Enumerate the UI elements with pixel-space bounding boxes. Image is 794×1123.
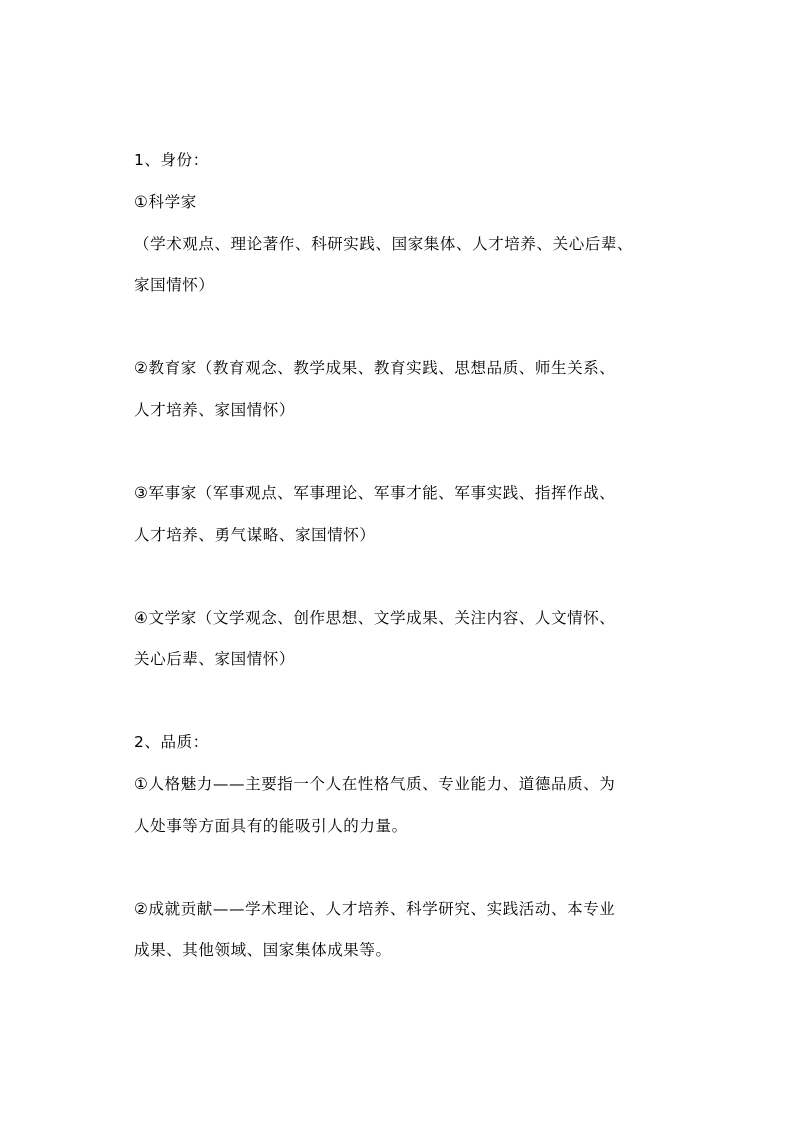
educator-line-1: ②教育家（教育观念、教学成果、教育实践、思想品质、师生关系、 — [134, 359, 616, 377]
section-2-heading: 2、品质： — [134, 733, 209, 751]
section-1-heading: 1、身份： — [134, 151, 209, 169]
educator-line-2: 人才培养、家国情怀） — [134, 401, 296, 419]
scientist-line-1: （学术观点、理论著作、科研实践、国家集体、人才培养、关心后辈、 — [134, 235, 634, 253]
achievement-line-2: 成果、其他领域、国家集体成果等。 — [134, 941, 392, 959]
writer-line-1: ④文学家（文学观念、创作思想、文学成果、关注内容、人文情怀、 — [134, 609, 616, 627]
charm-line-2: 人处事等方面具有的能吸引人的力量。 — [134, 817, 408, 835]
military-line-1: ③军事家（军事观点、军事理论、军事才能、军事实践、指挥作战、 — [134, 484, 616, 502]
achievement-line-1: ②成就贡献——学术理论、人才培养、科学研究、实践活动、本专业 — [134, 900, 616, 918]
scientist-line-2: 家国情怀） — [134, 276, 215, 294]
writer-line-2: 关心后辈、家国情怀） — [134, 650, 296, 668]
charm-line-1: ①人格魅力——主要指一个人在性格气质、专业能力、道德品质、为 — [134, 775, 616, 793]
military-line-2: 人才培养、勇气谋略、家国情怀） — [134, 526, 376, 544]
scientist-title: ①科学家 — [134, 193, 197, 211]
